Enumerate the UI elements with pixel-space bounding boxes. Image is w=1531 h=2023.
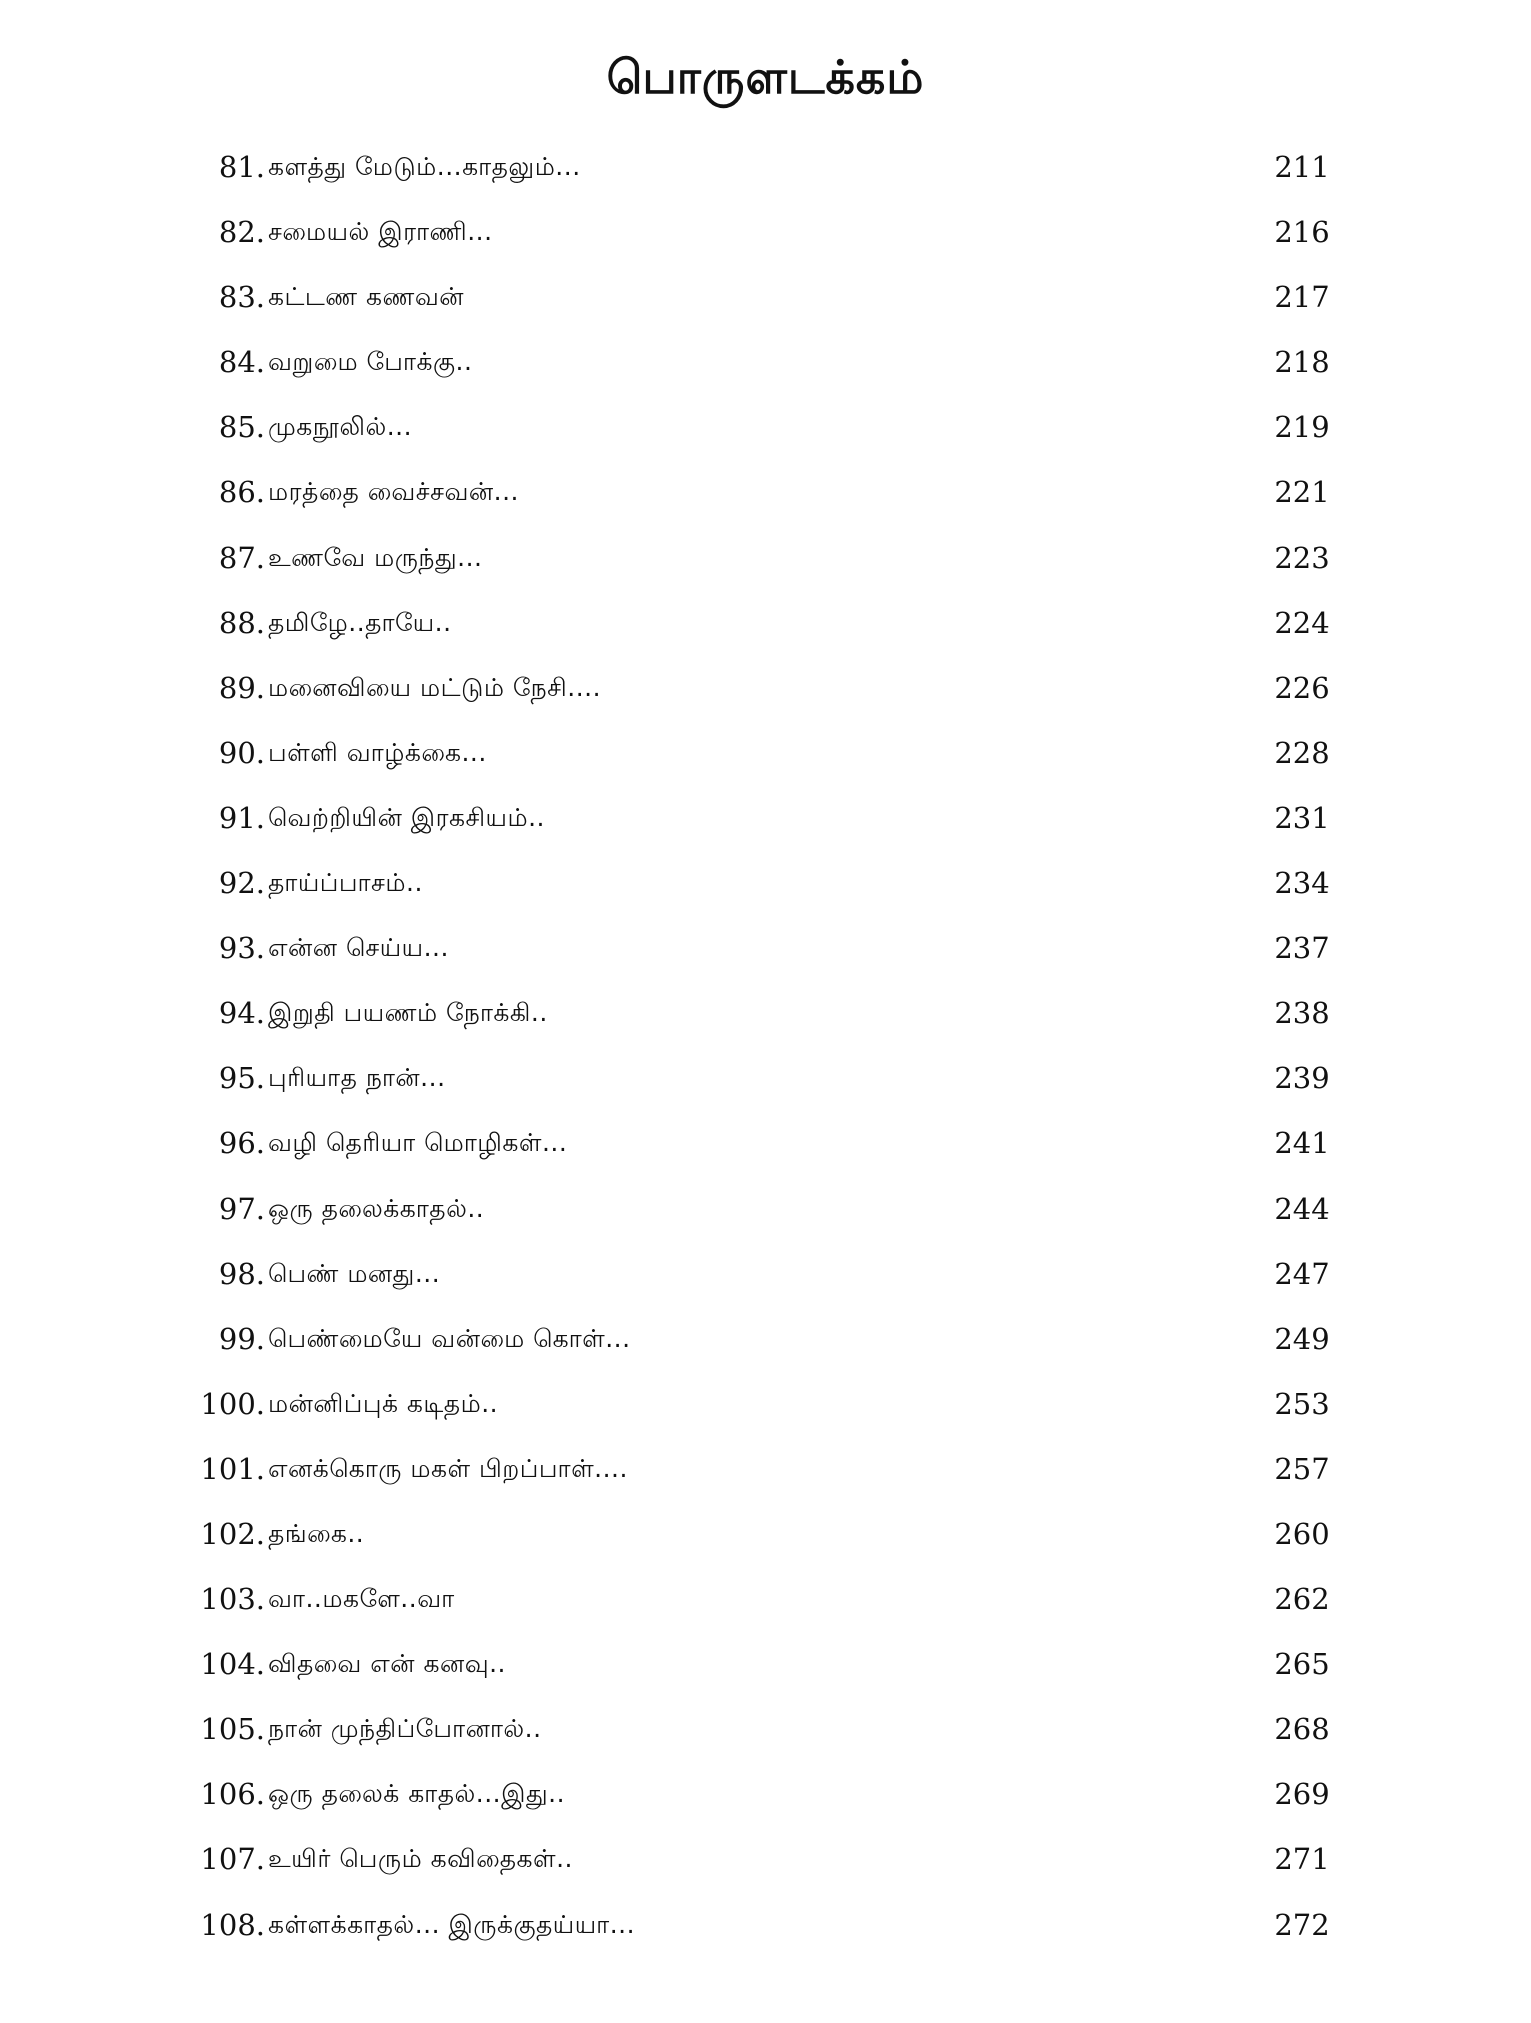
- toc-entry-title: தங்கை..: [268, 1518, 365, 1548]
- toc-entry: [0, 1898, 1531, 1963]
- toc-entry: [0, 1702, 1531, 1767]
- toc-entry: [0, 270, 1531, 335]
- toc-entry-number: 96.: [218, 1126, 265, 1161]
- toc-entry-page: 253: [1274, 1386, 1330, 1421]
- toc-entry-title: வறுமை போக்கு..: [268, 347, 473, 377]
- toc-entry-page: 271: [1274, 1842, 1330, 1877]
- toc-entry-page: 265: [1274, 1647, 1330, 1682]
- toc-entry-number: 91.: [218, 800, 265, 835]
- toc-entry-number: 106.: [200, 1777, 265, 1812]
- toc-entry-title: பள்ளி வாழ்க்கை...: [268, 737, 487, 767]
- toc-entry: [0, 1507, 1531, 1572]
- toc-entry: [0, 726, 1531, 791]
- toc-entry-page: 221: [1274, 475, 1330, 510]
- toc-entry: [0, 1637, 1531, 1702]
- toc-entry: [0, 661, 1531, 726]
- toc-entry-title: எனக்கொரு மகள் பிறப்பாள்....: [268, 1453, 628, 1483]
- toc-entry-page: 262: [1274, 1582, 1330, 1617]
- toc-entry-page: 269: [1274, 1777, 1330, 1812]
- toc-entry-number: 83.: [218, 280, 265, 315]
- toc-entry-number: 86.: [218, 475, 265, 510]
- toc-entry-number: 102.: [200, 1516, 265, 1551]
- toc-entry-title: மரத்தை வைச்சவன்...: [268, 477, 519, 507]
- toc-entry: [0, 1182, 1531, 1247]
- toc-entry-number: 103.: [200, 1582, 265, 1617]
- toc-entry-title: தமிழே..தாயே..: [268, 607, 452, 637]
- toc-entry-page: 268: [1274, 1712, 1330, 1747]
- toc-entry-number: 98.: [218, 1256, 265, 1291]
- toc-entry-title: வெற்றியின் இரகசியம்..: [268, 802, 546, 832]
- toc-entry-page: 216: [1274, 215, 1330, 250]
- table-of-contents: [0, 140, 1531, 1963]
- toc-entry-page: 238: [1274, 996, 1330, 1031]
- toc-entry: [0, 791, 1531, 856]
- toc-entry-page: 260: [1274, 1516, 1330, 1551]
- toc-entry-title: மனைவியை மட்டும் நேசி....: [268, 672, 602, 702]
- toc-entry-number: 107.: [200, 1842, 265, 1877]
- toc-entry: [0, 335, 1531, 400]
- toc-entry-title: மன்னிப்புக் கடிதம்..: [268, 1388, 499, 1418]
- toc-entry-number: 108.: [200, 1907, 265, 1942]
- toc-entry: [0, 1442, 1531, 1507]
- toc-entry-title: நான் முந்திப்போனால்..: [268, 1714, 542, 1744]
- toc-entry: [0, 1116, 1531, 1181]
- toc-entry-title: ஒரு தலைக் காதல்...இது..: [268, 1779, 566, 1809]
- toc-entry-number: 94.: [218, 996, 265, 1031]
- toc-entry-title: ஒரு தலைக்காதல்..: [268, 1193, 485, 1223]
- toc-entry-page: 218: [1274, 345, 1330, 380]
- page-title: பொருளடக்கம்: [606, 50, 925, 104]
- toc-entry-title: தாய்ப்பாசம்..: [268, 868, 423, 898]
- toc-entry-page: 237: [1274, 931, 1330, 966]
- toc-entry: [0, 596, 1531, 661]
- toc-entry-number: 93.: [218, 931, 265, 966]
- toc-entry-number: 85.: [218, 410, 265, 445]
- toc-entry: [0, 531, 1531, 596]
- toc-entry: [0, 465, 1531, 530]
- toc-entry: [0, 1312, 1531, 1377]
- toc-entry: [0, 1832, 1531, 1897]
- toc-entry-number: 89.: [218, 670, 265, 705]
- toc-entry-page: 247: [1274, 1256, 1330, 1291]
- toc-entry-page: 241: [1274, 1126, 1330, 1161]
- toc-entry: [0, 856, 1531, 921]
- toc-entry: [0, 140, 1531, 205]
- toc-entry-title: இறுதி பயணம் நோக்கி..: [268, 998, 548, 1028]
- toc-entry-title: விதவை என் கனவு..: [268, 1649, 507, 1679]
- toc-entry-page: 226: [1274, 670, 1330, 705]
- toc-entry: [0, 1572, 1531, 1637]
- toc-entry-page: 211: [1274, 150, 1330, 184]
- toc-entry-page: 244: [1274, 1191, 1330, 1226]
- toc-entry-page: 257: [1274, 1451, 1330, 1486]
- toc-entry-number: 92.: [218, 866, 265, 901]
- toc-entry-page: 219: [1274, 410, 1330, 445]
- toc-entry-title: என்ன செய்ய...: [268, 933, 449, 963]
- toc-entry-page: 231: [1274, 800, 1330, 835]
- toc-entry-number: 84.: [218, 345, 265, 380]
- toc-entry-title: பெண் மனது...: [268, 1258, 441, 1288]
- toc-entry: [0, 1767, 1531, 1832]
- toc-entry-number: 88.: [218, 605, 265, 640]
- toc-entry-title: கட்டண கணவன்: [268, 282, 465, 312]
- toc-entry: [0, 205, 1531, 270]
- toc-entry-title: கள்ளக்காதல்... இருக்குதய்யா...: [268, 1909, 636, 1939]
- toc-entry-page: 223: [1274, 540, 1330, 575]
- toc-entry-number: 82.: [218, 215, 265, 250]
- toc-entry-title: உயிர் பெரும் கவிதைகள்..: [268, 1844, 573, 1874]
- toc-entry: [0, 986, 1531, 1051]
- toc-entry-number: 104.: [200, 1647, 265, 1682]
- toc-entry-title: முகநூலில்...: [268, 412, 413, 442]
- toc-entry-title: உணவே மருந்து...: [268, 542, 483, 572]
- toc-entry-title: பெண்மையே வன்மை கொள்...: [268, 1323, 631, 1353]
- toc-entry: [0, 400, 1531, 465]
- toc-entry-title: களத்து மேடும்...காதலும்...: [268, 152, 581, 181]
- toc-entry-title: வா..மகளே..வா: [268, 1584, 455, 1614]
- toc-entry-number: 101.: [200, 1451, 265, 1486]
- toc-entry-page: 234: [1274, 866, 1330, 901]
- toc-entry: [0, 1377, 1531, 1442]
- toc-entry: [0, 1051, 1531, 1116]
- toc-entry-number: 81.: [218, 150, 265, 184]
- toc-entry-number: 90.: [218, 735, 265, 770]
- toc-entry-title: சமையல் இராணி...: [268, 217, 493, 247]
- toc-entry: [0, 1247, 1531, 1312]
- toc-entry-page: 239: [1274, 1061, 1330, 1096]
- toc-entry-number: 105.: [200, 1712, 265, 1747]
- toc-entry-page: 217: [1274, 280, 1330, 315]
- toc-entry-number: 99.: [218, 1321, 265, 1356]
- toc-entry-page: 228: [1274, 735, 1330, 770]
- toc-entry-title: வழி தெரியா மொழிகள்...: [268, 1128, 568, 1158]
- toc-entry-number: 95.: [218, 1061, 265, 1096]
- toc-entry: [0, 921, 1531, 986]
- toc-entry-title: புரியாத நான்...: [268, 1063, 446, 1093]
- toc-entry-page: 272: [1274, 1907, 1330, 1942]
- toc-entry-number: 87.: [218, 540, 265, 575]
- toc-entry-number: 97.: [218, 1191, 265, 1226]
- toc-entry-page: 224: [1274, 605, 1330, 640]
- toc-entry-page: 249: [1274, 1321, 1330, 1356]
- toc-entry-number: 100.: [200, 1386, 265, 1421]
